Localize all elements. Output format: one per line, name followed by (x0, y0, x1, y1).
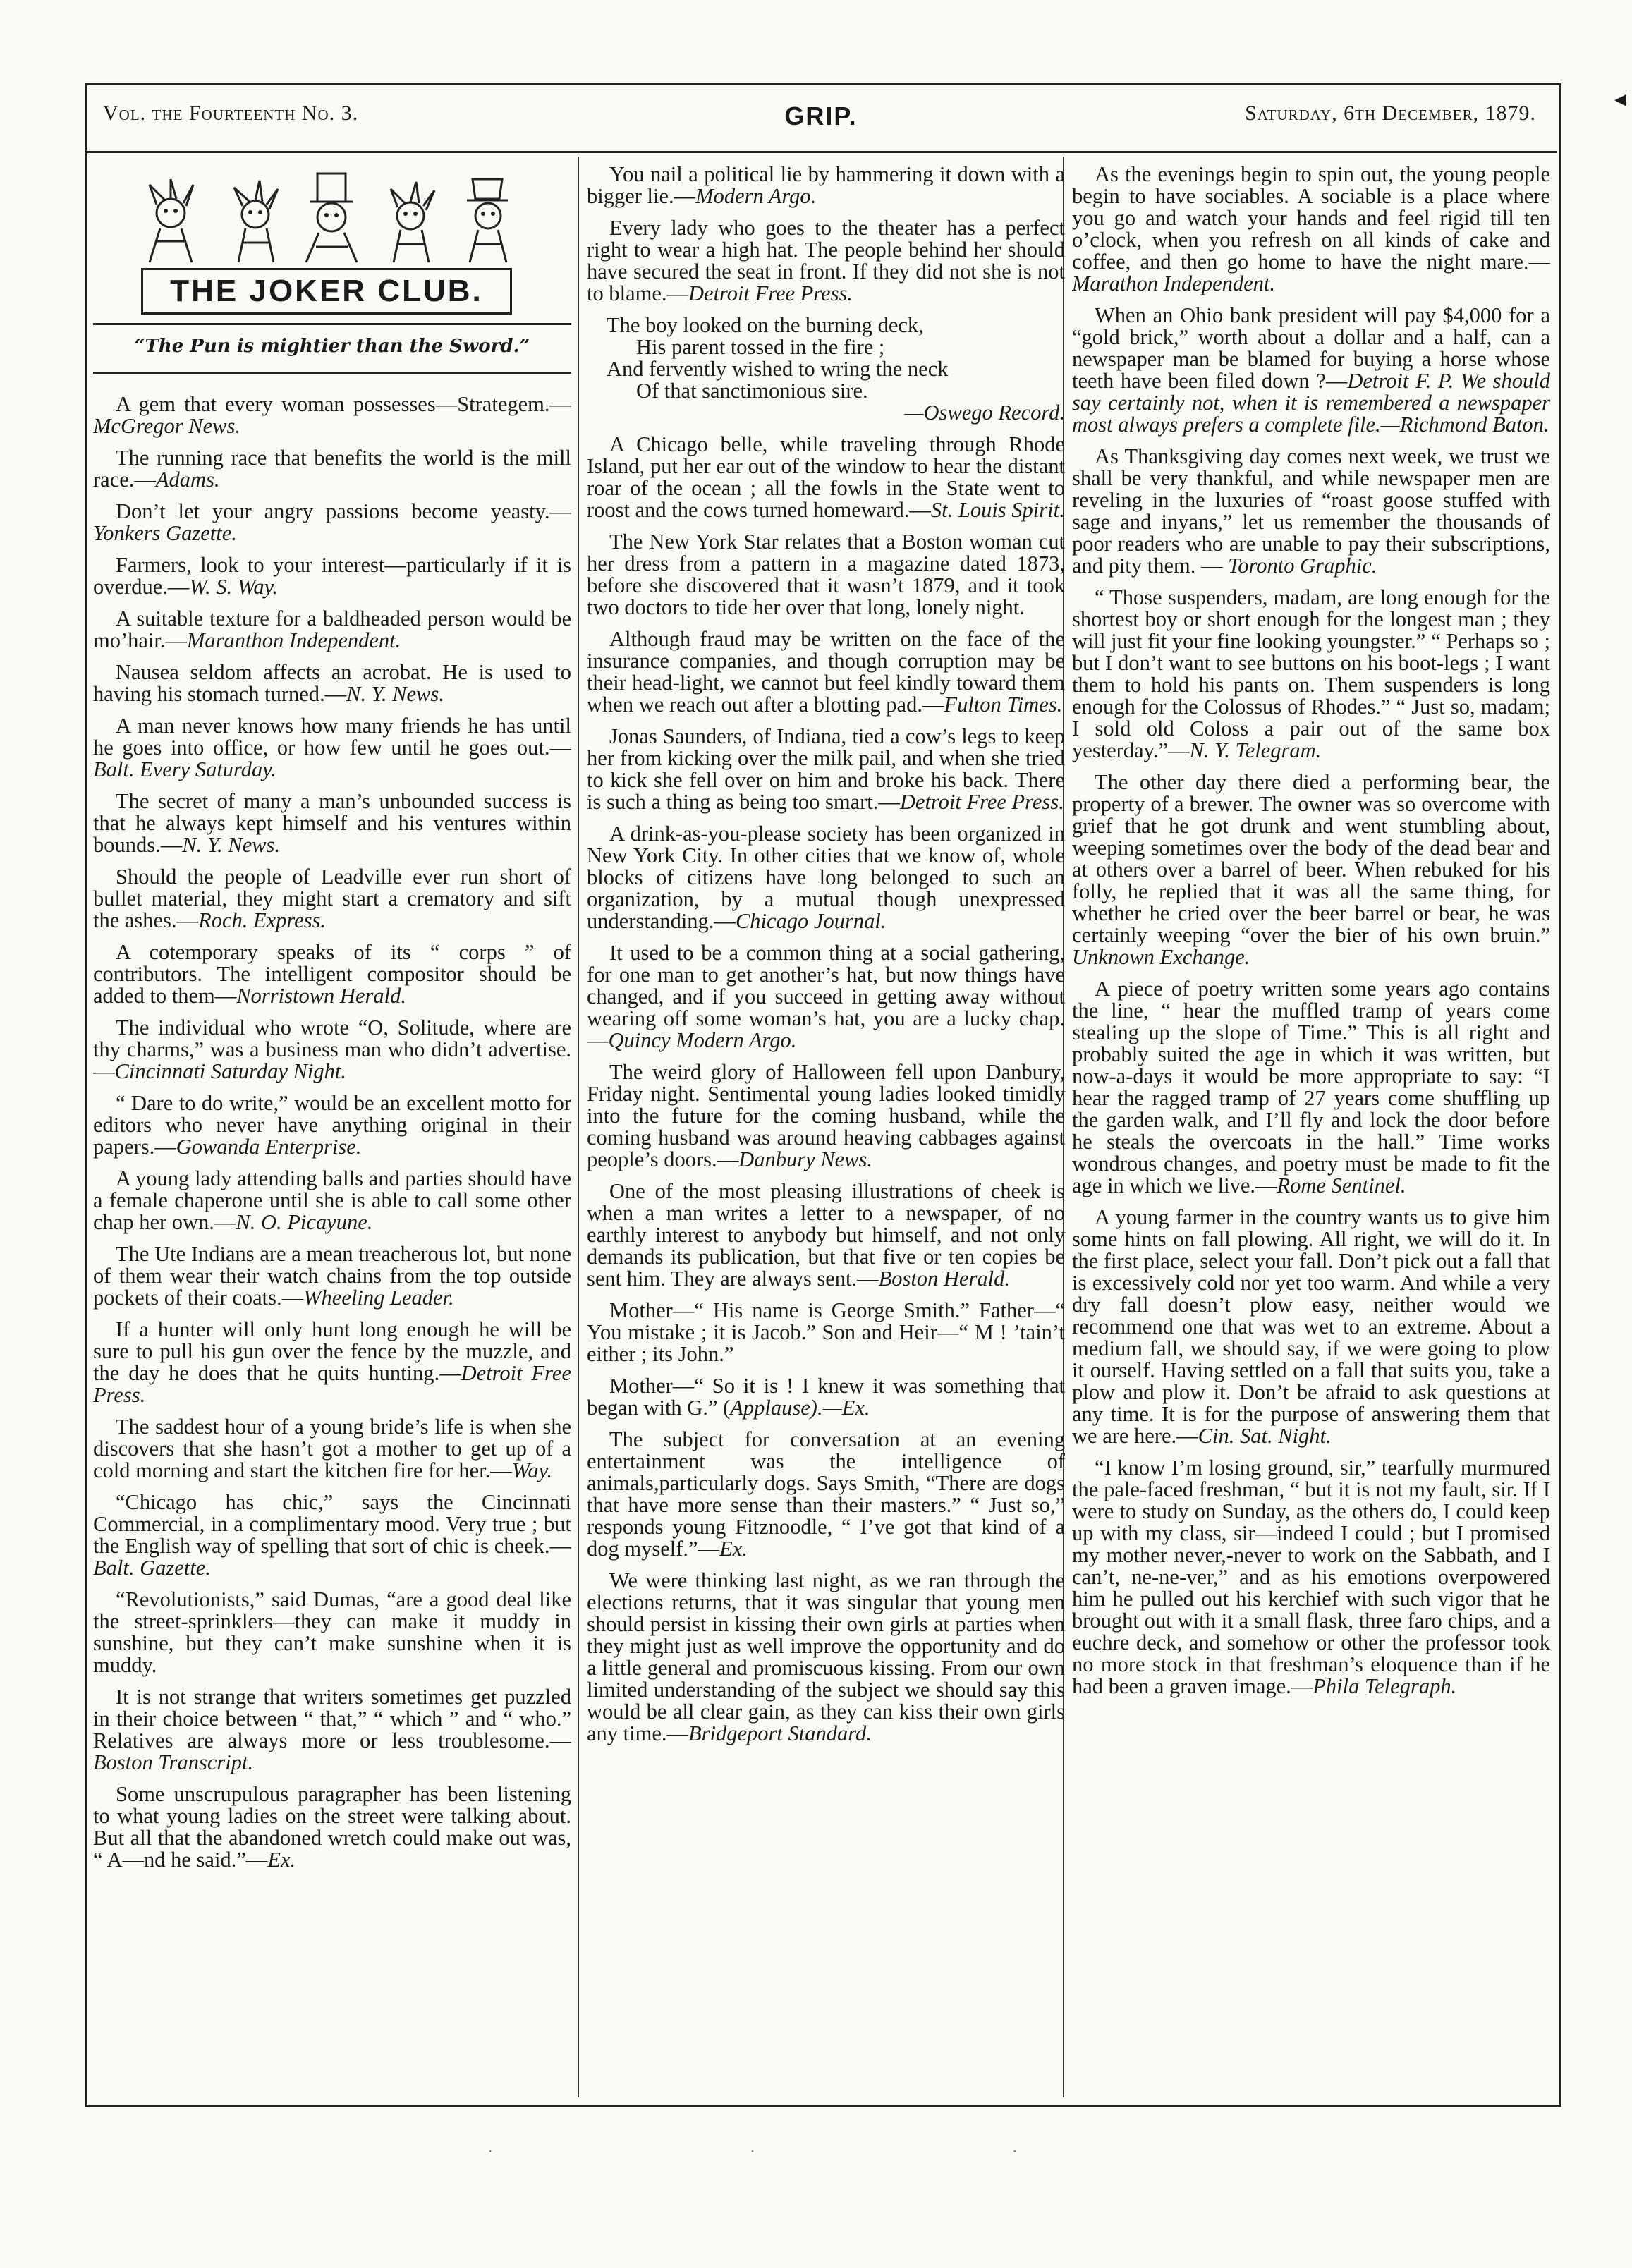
joke-paragraph (1072, 164, 1550, 295)
joke-source: Gowanda Enterprise. (176, 1135, 362, 1159)
joke-source: Detroit Free Press. (688, 281, 853, 305)
joke-paragraph (587, 726, 1065, 813)
joke-paragraph (93, 715, 571, 781)
joke-paragraph (587, 1061, 1065, 1171)
verse-line: Of that sanctimonious sire. (636, 379, 868, 403)
joke-text: A gem that every woman possesses—Strategem.— (116, 392, 571, 416)
joke-source: N. Y. News. (182, 833, 280, 857)
joke-paragraph (587, 628, 1065, 716)
joke-paragraph (93, 1492, 571, 1579)
joke-paragraph (93, 447, 571, 491)
joke-source: Roch. Express. (198, 908, 327, 932)
joke-paragraph (93, 1784, 571, 1871)
joke-source: Norristown Herald. (236, 984, 406, 1008)
joke-text: You nail a political lie by hammering it down with a bigger lie.— (587, 164, 1065, 208)
joke-text: “Revolutionists,” said Dumas, “are a good deal like the street-sprinklers—they can make it muddy in sunshine, but they can’t make sunshine when it is muddy. (93, 1587, 571, 1677)
joke-text: “ Those suspenders, madam, are long enough for the shortest boy or short enough for the longest man ; they will just fit your fine looking youngster.” “ Perhaps so ; but I don’t want to see buttons on his boot-legs ; I want them to hold his pants on. Them suspenders is long enough for the Colossus of Rhodes.” “ Just so, madam; I sold old Coloss a pair out of the same box yesterday.”— (1072, 585, 1550, 762)
joke-source: Modern Argo. (695, 184, 817, 208)
joke-source: Way. (511, 1458, 553, 1482)
joke-text: As Thanksgiving day comes next week, we trust we shall be very thankful, and while newspaper men are reveling in the luxuries of “roast goose stuffed with sage and inyans,” let us remember the thousands of poor readers who are unable to pay their subscriptions, and pity them. — (1072, 444, 1550, 578)
joke-source: Cincinnati Saturday Night. (114, 1059, 346, 1083)
joke-text: “I know I’m losing ground, sir,” tearfully murmured the pale-faced freshman, “ but it is not my fault, sir. If I were to study on Sunday, as the others do, I could keep up with my class, sir—indeed I could ; but I promised my mother never,-never to work on the Sabbath, and I can’t, ne-ne-ver,” and as his emotions overpowered him he pulled out his kerchief with such vigor that he brought out with it a small flask, three faro chips, and a euchre deck, and somehow or other the professor took no more stock in that freshman’s eloquence than if he had been a graven image.— (1072, 1456, 1550, 1698)
joke-source: N. Y. News. (346, 682, 444, 706)
joke-source: N. O. Picayune. (236, 1210, 373, 1234)
joke-paragraph (93, 394, 571, 437)
joke-source: Detroit Free Press. (899, 790, 1064, 814)
page-header (85, 83, 1557, 153)
joke-paragraph (1072, 978, 1550, 1197)
joke-text: Some unscrupulous paragrapher has been listening to what young ladies on the street were talking about. But all that the abandoned wretch could make out was, “ A—nd he said.”— (93, 1782, 571, 1872)
joke-paragraph (93, 554, 571, 598)
joke-paragraph (93, 1319, 571, 1406)
verse-line: And fervently wished to wring the neck (607, 357, 949, 381)
joke-source: Boston Herald. (878, 1267, 1011, 1291)
page-footer-marks: · · · (488, 2144, 1144, 2159)
joke-source: Detroit F. P. We should say certainly not, when it is remembered a newspaper most always prefers a complete file.—Richmond Baton. (1072, 369, 1550, 437)
joke-paragraph (93, 1589, 571, 1676)
joke-paragraph (93, 791, 571, 856)
column-divider (578, 157, 579, 2097)
joke-source: Ex. (719, 1537, 748, 1561)
column-3-items (1072, 164, 1550, 1697)
joker-club-title: THE JOKER CLUB. (141, 268, 512, 315)
column-2-items (587, 434, 1065, 1745)
motto: “The Pun is mightier than the Sword.” (134, 336, 530, 357)
joke-text: A suitable texture for a baldheaded person would be mo’hair.— (93, 606, 571, 652)
joke-text: A young lady attending balls and parties should have a female chaperone until she is able to call some other chap her own.— (93, 1166, 571, 1234)
joke-text: The individual who wrote “O, Solitude, where are thy charms,” was a business man who didn’t advertise.— (93, 1016, 571, 1083)
joke-paragraph (1072, 305, 1550, 436)
joke-text: Every lady who goes to the theater has a perfect right to wear a high hat. The people behind her should have secured the seat in front. If they did not she is not to blame.— (587, 216, 1065, 305)
joke-text: A Chicago belle, while traveling through Rhode Island, put her ear out of the window to hear the distant roar of the ocean ; all the fowls in the State went to roost and the cows turned homeward.— (587, 432, 1065, 522)
jesters-illustration-icon (121, 164, 544, 269)
joke-paragraph (587, 942, 1065, 1051)
verse-line: The boy looked on the burning deck, (607, 313, 924, 337)
joke-text: Jonas Saunders, of Indiana, tied a cow’s legs to keep her from kicking over the milk pail, and when she tried to kick she fell over on him and broke his back. There is such a thing as being too smart.— (587, 724, 1065, 814)
joke-paragraph (587, 823, 1065, 932)
joke-text: The saddest hour of a young bride’s life is when she discovers that she hasn’t got a mother to get up of a cold morning and start the kitchen fire for her.— (93, 1415, 571, 1482)
joke-source: Yonkers Gazette. (93, 521, 237, 545)
joke-text: Don’t let your angry passions become yeasty.— (116, 499, 571, 523)
joke-source: Maranthon Independent. (187, 628, 401, 652)
joke-paragraph (587, 1181, 1065, 1290)
joke-paragraph (93, 501, 571, 544)
joke-text: Should the people of Leadville ever run short of bullet material, they might start a crematory and sift the ashes.— (93, 865, 571, 932)
joke-paragraph (587, 434, 1065, 521)
joke-source: N. Y. Telegram. (1189, 738, 1322, 762)
joke-source: Adams. (155, 468, 220, 492)
joke-source: Balt. Every Saturday. (93, 757, 276, 781)
joke-source: Boston Transcript. (93, 1750, 254, 1774)
joke-source: Marathon Independent. (1072, 272, 1275, 295)
joke-text: One of the most pleasing illustrations of cheek is when a man writes a letter to a newspaper, of no earthly interest to anybody but himself, and not only demands its publication, but that five or ten copies be sent him. They are always sent.— (587, 1179, 1065, 1291)
joke-source: Rome Sentinel. (1277, 1173, 1406, 1197)
joke-source: Ex. (267, 1848, 296, 1872)
joke-paragraph (587, 1300, 1065, 1365)
joke-text: A young farmer in the country wants us to give him some hints on fall plowing. All right, we will do it. In the first place, select your fall. Don’t pick out a fall that is excessively cold nor yet too warm. And while a very dry fall doesn’t plow easy, neither would we recommend one that was wet to an extreme. About a medium fall, we should say, if we were going to plow it ourself. Having settled on a fall that suits you, take a plow and plow it. Don’t be afraid to ask questions at any time. It is for the purpose of answering them that we are here.— (1072, 1205, 1550, 1448)
joke-source: Applause).—Ex. (730, 1396, 870, 1420)
joke-text: If a hunter will only hunt long enough he will be sure to pull his gun over the fence by the muzzle, and the day he does that he quits hunting.— (93, 1317, 571, 1385)
joke-source: Toronto Graphic. (1228, 554, 1377, 578)
column-2-items (587, 164, 1065, 305)
joke-source: Phila Telegraph. (1313, 1674, 1457, 1698)
joke-paragraph (93, 1092, 571, 1158)
masthead-rule (93, 372, 571, 374)
joke-source: Fulton Times. (944, 693, 1063, 717)
issue-date: Saturday, 6th December, 1879. (1245, 102, 1536, 125)
verse-block (587, 315, 1065, 424)
joke-text: As the evenings begin to spin out, the young people begin to have sociables. A sociable is a place where you go and watch your hands and feel rigid till ten o’clock, when you refresh on all kinds of cake and coffee, and then go home to have the night mare.— (1072, 164, 1550, 274)
column-1 (93, 164, 571, 2096)
joke-source: Unknown Exchange. (1072, 945, 1250, 969)
joke-paragraph (93, 1686, 571, 1774)
joke-source: Detroit Free Press. (93, 1361, 571, 1407)
joke-paragraph (587, 217, 1065, 305)
joke-paragraph (587, 1375, 1065, 1419)
joke-text: A cotemporary speaks of its “ corps ” of contributors. The intelligent compositor should be added to them— (93, 940, 571, 1008)
joke-source: Quincy Modern Argo. (608, 1028, 797, 1052)
joke-text: The subject for conversation at an evening entertainment was the intelligence of animals,particularly dogs. Says Smith, “There are dogs that have more sense than their masters.” “ Just so,” responds young Fitznoodle, “ I’ve got that kind of a dog myself.”— (587, 1427, 1065, 1561)
joke-paragraph (587, 1429, 1065, 1560)
joke-paragraph (1072, 1457, 1550, 1697)
joke-source: Chicago Journal. (735, 909, 887, 933)
joke-source: McGregor News. (93, 414, 240, 438)
joke-paragraph (93, 1168, 571, 1233)
joke-paragraph (93, 1017, 571, 1083)
verse-line: His parent tossed in the fire ; (636, 335, 885, 359)
joke-text: The New York Star relates that a Boston woman cut her dress from a pattern in a magazine dated 1873, before she discovered that it wasn’t 1879, and it took two doctors to tide her over that long, lonely night. (587, 530, 1065, 619)
joke-paragraph (93, 1243, 571, 1309)
joke-text: A man never knows how many friends he has until he goes into office, or how few until he goes out.— (93, 714, 571, 760)
joke-text: Although fraud may be written on the face of the insurance companies, and though corruption may be their head-light, we cannot but feel kindly toward them when we reach out after a blotting pad.— (587, 627, 1065, 717)
joke-source: St. Louis Spirit. (930, 498, 1065, 522)
joke-text: The other day there died a performing bear, the property of a brewer. The owner was so overcome with grief that he got drunk and went stumbling about, weeping sometimes over the body of the dead bear and at others over a barrel of beer. When rebuked for his folly, he replied that it was all the same thing, for whether he cried over the beer barrel or bear, he was certainly weeping “over the bier of his own bruin.” (1072, 770, 1550, 947)
joke-text: A drink-as-you-please society has been organized in New York City. In other cities that we know of, whole blocks of citizens have long belonged to such an organization, by a mutual though unexpressed understanding.— (587, 822, 1065, 933)
joke-text: We were thinking last night, as we ran through the elections returns, that it was singular that young men should persist in kissing their own girls at parties when they might just as well improve the opportunity and do a little general and promiscuous kissing. From our own limited understanding of the subject we should say this would be all clear gain, as they can kiss their own girls any time.— (587, 1568, 1065, 1745)
joke-paragraph (1072, 1207, 1550, 1447)
joke-paragraph (587, 531, 1065, 618)
joke-source: W. S. Way. (189, 575, 279, 599)
joke-text: A piece of poetry written some years ago contains the line, “ hear the muffled tramp of years come stealing up the slope of Time.” This is all right and probably suited the age in which it was written, but now-a-days it would be more appropriate to say: “I hear the ragged tramp of 27 years come shuffling up the garden walk, and I’ll fly and lock the door before he steals the overcoats in the hall.” Time works wondrous changes, and poetry must be made to fit the age in which we live.— (1072, 977, 1550, 1197)
joke-source: Cin. Sat. Night. (1198, 1424, 1332, 1448)
column-3 (1072, 164, 1550, 2096)
joke-text: When an Ohio bank president will pay $4,000 for a “gold brick,” worth about a dollar and a half, can a newspaper man be blamed for buying a horse whose teeth have been filed down ?— (1072, 303, 1550, 393)
joke-text: The weird glory of Halloween fell upon Danbury, Friday night. Sentimental young ladies looked timidly into the future for the coming husband, while the coming husband was around heaving cabbages against people’s doors.— (587, 1060, 1065, 1171)
joke-paragraph (93, 866, 571, 932)
joke-text: “Chicago has chic,” says the Cincinnati Commercial, in a complimentary mood. Very true ; but the English way of spelling that sort of chic is cheek.— (93, 1490, 571, 1558)
joke-text: Mother—“ So it is ! I knew it was something that began with G.” ( (587, 1374, 1065, 1420)
joke-text: It is not strange that writers sometimes get puzzled in their choice between “ that,” “ which ” and “ who.” Relatives are always more or less troublesome.— (93, 1685, 571, 1752)
verse-source: —Oswego Record. (904, 401, 1065, 425)
joke-paragraph (1072, 446, 1550, 577)
joke-source: Bridgeport Standard. (688, 1721, 872, 1745)
joke-paragraph (93, 608, 571, 652)
joke-text: Farmers, look to your interest—particularly if it is overdue.— (93, 553, 571, 599)
column-1-items (93, 394, 571, 1871)
joke-source: Wheeling Leader. (303, 1286, 454, 1310)
joker-club-masthead (93, 164, 571, 382)
joke-paragraph (587, 164, 1065, 207)
joke-source: Danbury News. (738, 1147, 872, 1171)
column-2 (587, 164, 1065, 2096)
corner-mark-icon: ◀ (1614, 90, 1626, 108)
joke-source: Balt. Gazette. (93, 1556, 211, 1580)
joke-paragraph (1072, 772, 1550, 968)
joke-paragraph (93, 662, 571, 705)
publication-title: GRIP. (784, 102, 858, 130)
joke-text: Mother—“ His name is George Smith.” Father—“ You mistake ; it is Jacob.” Son and Heir—“ M ! ’tain’t either ; its John.” (587, 1298, 1065, 1366)
masthead-rule (93, 323, 571, 325)
joke-text: “ Dare to do write,” would be an excellent motto for editors who never have anything original in their papers.— (93, 1091, 571, 1159)
joke-text: The Ute Indians are a mean treacherous lot, but none of them wear their watch chains from the top outside pockets of their coats.— (93, 1242, 571, 1310)
joke-text: The running race that benefits the world is the mill race.— (93, 446, 571, 492)
joke-paragraph (1072, 587, 1550, 762)
volume-number: Vol. the Fourteenth No. 3. (103, 102, 359, 125)
joke-text: It used to be a common thing at a social gathering, for one man to get another’s hat, but now things have changed, and if you succeed in getting away without wearing off some woman’s hat, you are a lucky chap.— (587, 941, 1065, 1052)
joke-text: The secret of many a man’s unbounded success is that he always kept himself and his ventures within bounds.— (93, 789, 571, 857)
joke-paragraph (587, 1570, 1065, 1745)
joke-text: Nausea seldom affects an acrobat. He is used to having his stomach turned.— (93, 660, 571, 706)
joke-paragraph (93, 1416, 571, 1482)
joke-paragraph (93, 941, 571, 1007)
